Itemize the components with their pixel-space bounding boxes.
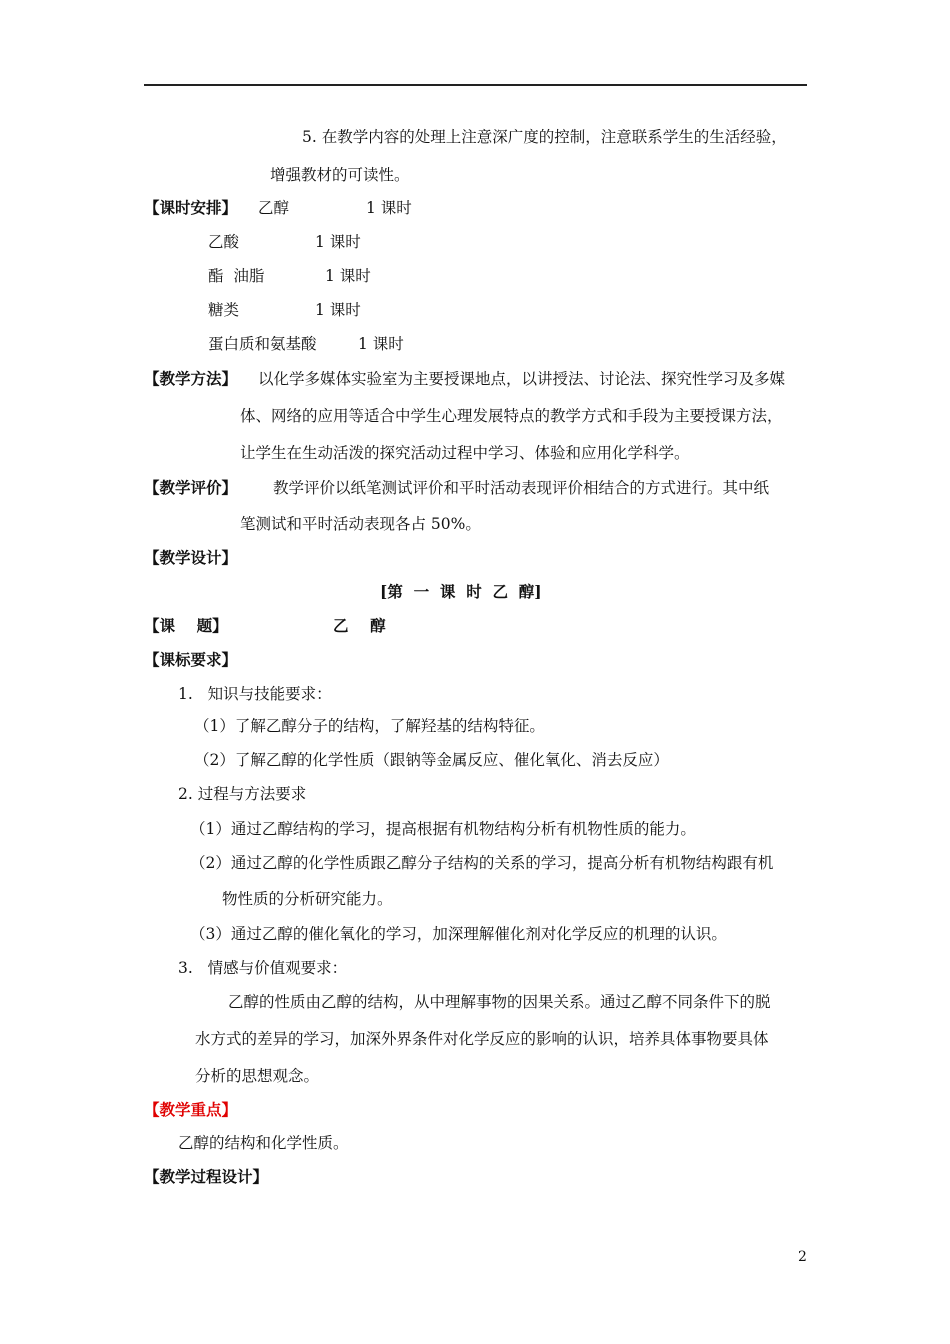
text-line: 乙醇的结构和化学性质。 — [178, 1134, 349, 1152]
text-line: 笔测试和平时活动表现各占 50%。 — [240, 515, 481, 533]
list-item: （1）了解乙醇分子的结构，了解羟基的结构特征。 — [194, 717, 545, 735]
text-line: 水方式的差异的学习，加深外界条件对化学反应的影响的认识，培养具体事物要具体 — [195, 1030, 769, 1048]
section-label-standards: 【课标要求】 — [144, 650, 238, 669]
header-rule — [144, 84, 807, 86]
schedule-item-name: 乙醇 — [258, 199, 290, 217]
text-line: 5. 在教学内容的处理上注意深广度的控制，注意联系学生的生活经验， — [302, 128, 787, 146]
list-item: 物性质的分析研究能力。 — [222, 890, 393, 908]
schedule-item-name: 乙酸 — [208, 233, 240, 251]
section-label-process: 【教学过程设计】 — [144, 1167, 269, 1186]
schedule-item-name: 糖类 — [208, 301, 240, 319]
list-item: （3）通过乙醇的催化氧化的学习，加深理解催化剂对化学反应的机理的认识。 — [190, 925, 727, 943]
text-line: 乙醇的性质由乙醇的结构，从中理解事物的因果关系。通过乙醇不同条件下的脱 — [228, 993, 771, 1011]
list-item: （1）通过乙醇结构的学习，提高根据有机物结构分析有机物性质的能力。 — [190, 820, 696, 838]
list-item: （2）了解乙醇的化学性质（跟钠等金属反应、催化氧化、消去反应） — [194, 751, 669, 769]
schedule-item-name: 蛋白质和氨基酸 — [208, 335, 317, 353]
text-line: 分析的思想观念。 — [195, 1067, 320, 1085]
section-label-key-points: 【教学重点】 — [144, 1100, 238, 1119]
lesson-title: [第 一 课 时 乙 醇] — [380, 582, 542, 601]
text-line: 让学生在生动活泼的探究活动过程中学习、体验和应用化学科学。 — [240, 444, 690, 462]
section-label-topic: 【课 题】 — [144, 616, 228, 635]
schedule-item-hours: 1 课时 — [315, 301, 361, 319]
text-line: 教学评价以纸笔测试评价和平时活动表现评价相结合的方式进行。其中纸 — [273, 479, 770, 497]
subheading: 1. 知识与技能要求： — [178, 685, 332, 703]
schedule-item-hours: 1 课时 — [325, 267, 371, 285]
list-item: （2）通过乙醇的化学性质跟乙醇分子结构的关系的学习，提高分析有机物结构跟有机 — [190, 854, 774, 872]
subheading: 2. 过程与方法要求 — [178, 785, 307, 803]
schedule-item-hours: 1 课时 — [315, 233, 361, 251]
section-label-method: 【教学方法】 — [144, 369, 238, 388]
text-line: 以化学多媒体实验室为主要授课地点，以讲授法、讨论法、探究性学习及多媒 — [258, 370, 786, 388]
section-label-design: 【教学设计】 — [144, 548, 238, 567]
page-number: 2 — [798, 1249, 807, 1265]
subheading: 3. 情感与价值观要求： — [178, 959, 348, 977]
topic-value: 乙 醇 — [333, 616, 386, 635]
schedule-item-hours: 1 课时 — [366, 199, 412, 217]
text-line: 增强教材的可读性。 — [270, 166, 410, 184]
schedule-item-name: 酯 油脂 — [208, 267, 265, 285]
text-line: 体、网络的应用等适合中学生心理发展特点的教学方式和手段为主要授课方法， — [240, 407, 783, 425]
section-label-schedule: 【课时安排】 — [144, 198, 238, 217]
schedule-item-hours: 1 课时 — [358, 335, 404, 353]
section-label-evaluation: 【教学评价】 — [144, 478, 238, 497]
